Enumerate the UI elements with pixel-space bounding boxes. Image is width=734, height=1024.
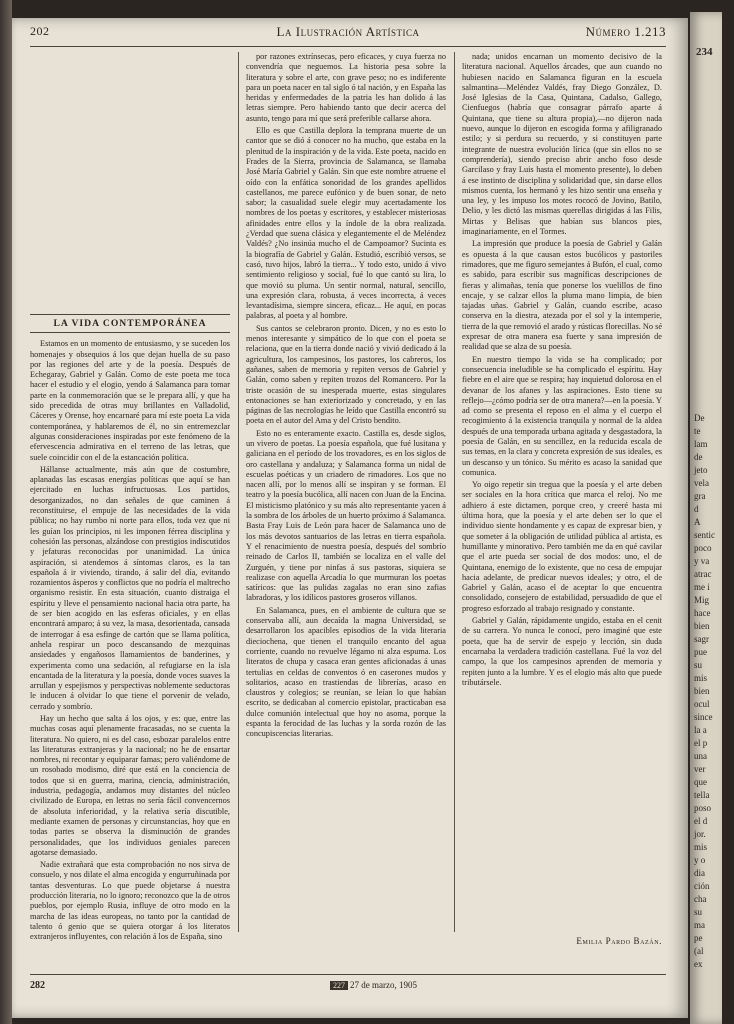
adjacent-page-line: poco [694,543,712,553]
adjacent-page-line: el p [694,738,708,748]
article-column-3 [462,52,662,928]
adjacent-page-line: since [694,712,713,722]
footer-rule [30,974,666,975]
adjacent-page-line: Mig [694,595,710,605]
column-divider [454,52,455,932]
adjacent-page-line: mis [694,673,708,683]
column-1-body [30,339,230,942]
adjacent-page-line: jor. [694,829,706,839]
adjacent-page-line: su [694,907,703,917]
adjacent-page-line: tella [694,790,710,800]
article-paragraph: Gabriel y Galán, rápidamente ungido, estaba en el cenit de su carrera. Yo nunca le conocí, pero imaginé que este poeta, que ha de servir de espejo y lección, sin duda encarnaba la verdadera tradición castellana. Fué la voz del campo, la que los campesinos aprenden de memoria y repiten junto a la lumbre. Y es el elogio más alto que puede tributársele. [462,616,662,687]
adjacent-page-line: ver [694,764,706,774]
adjacent-page-line: (al [694,946,704,956]
adjacent-page-line: lam [694,439,708,449]
adjacent-page-line: pue [694,647,707,657]
adjacent-page-line: ocul [694,699,710,709]
adjacent-page-line: jeto [694,465,708,475]
adjacent-page-number: 234 [696,46,713,58]
adjacent-page-line: A [694,517,701,527]
article-paragraph: Estamos en un momento de entusiasmo, y se suceden los homenajes y obsequios á los que dejan huella de su paso por las regiones del arte y de la poesía. Después de Echegaray, Gabriel y Galán. Como de este poeta me toca hacer el estudio y el elogio, yendo á Salamanca para tomar parte en la conmemoración que se le prepara allí, y que ha sido precedida de otras muy brillantes en Valladolid, Cáceres y Orense, hoy encarnaré para mí este poeta La vida contemporánea, y hablaremos de él, no sin entremezclar algunas consideraciones inspiradas por este fenómeno de la efervescencia admirativa en el terreno de las letras, que suele coincidir con el de la estancación política. [30,339,230,462]
adjacent-page-line: bien [694,686,710,696]
adjacent-page-line: sagr [694,634,709,644]
adjacent-page-line: cha [694,894,707,904]
adjacent-page-margin-text [694,412,734,971]
adjacent-page-line: bien [694,621,710,631]
blank-area [30,52,230,314]
page-header [30,22,666,42]
adjacent-page-line: y o [694,855,706,865]
article-column-1 [30,52,230,942]
header-title: La Ilustración Artística [276,24,420,39]
adjacent-page-line: de [694,452,703,462]
adjacent-page-line: mis [694,842,708,852]
author-signature: Emilia Pardo Bazán. [576,936,662,946]
article-paragraph: Hállanse actualmente, más aún que de costumbre, aplanadas las escasas energías políticas que aquí se han ejercitado en luchas infructuosas. Los partidos, desorganizados, no dan señales de que caminen á reconstituirse, el empuje de las necesidades de la vida pública; no hay rumbo ni norte para ellos, toda vez que ni les guían los principios, ni les imponen férrea disciplina y cohesión las personas, alzándose con prestigios indiscutidos y jefaturas reconocidas por unanimidad. La única aspiración, si atendemos á síntomas claros, es la tan española á ir viviendo, tirando, á salir del día, evitando rozamientos ásperos y conflictos que no podría el maltrecho organismo resistir. En esta situación, cuanto distraiga el espíritu y lleve el pensamiento nacional hacia otra parte, ha de ser bien acogido en las esferas oficiales, y en ellas encontrará amparo; á su vez, la masa, desorientada, cansada de interrogar á esa esfinge de cartón que se llama política, anhela respirar un poco descansando de mezquinas ansiedades y engañosos llamamientos de banderines, y experimenta como una sedación, al refugiarse en la isla encantada de la literatura y la poesía, donde voces suaves la arrullan y espejismos y perspectivas noblemente seductoras le inducen á olvidar lo que tiene el porvenir de velado, cerrado y sombrío. [30,464,230,711]
article-paragraph: Sus cantos se celebraron pronto. Dicen, y no es esto lo menos interesante y simpático de lo que con el poeta se relaciona, que en la tierra donde nació y vivió dedicado á la agricultura, los campesinos, los pastores, los cabreros, los gañanes, saben de memoria y repiten versos de Gabriel y Galán, como saben y repiten trozos del Romancero. Por la triste ocasión de su inesperada muerte, estas singulares entonaciones se han exteriorizado y concretado, y en las páginas de las necrologías he leído que Castilla encontró su poeta en el autor del Ama y del Cristo bendito. [246,323,446,426]
adjacent-page-line: que [694,777,707,787]
article-paragraph: Yo oigo repetir sin tregua que la poesía y el arte deben ser sociales en la hora crítica que marca el reloj. No me adhiero á este dictamen, porque creo, y creeré hasta mi última hora, que la poesía y el arte deben ser lo que el individuo siente hondamente y es capaz de expresar bien, y que someter á la obligación de utilidad pública al artista, es humillante y minorativo. Pero también me da en qué cavilar que el arte pueda ser social de dos modos: uno, el de Quintana, enemigo de lo existente, que no cesa de empujar hacia adelante, de predicar nuevos ideales; y otro, el de Gabriel y Galán, acaso el de aceptar lo que encuentra consolidado, consejero de estabilidad, persuadido de que el progreso esforzado al trabajo resignado y constante. [462,480,662,613]
page-footer [30,980,666,1000]
footer-date: 27 de marzo, 1905 [350,980,417,990]
adjacent-page-sliver [690,12,722,1024]
adjacent-page-line: ción [694,881,710,891]
article-paragraph: Nadie extrañará que esta comprobación no nos sirva de consuelo, y nos dilate el alma encogida y engurruñinada por tantas desventuras. Lo que puede objetarse á nuestra producción literaria, no lo ignoro; reconozco que la de otros pueblos, por ejemplo Rusia, influye de otro modo en la marcha de las ideas europeas, no tanto por la cantidad de talento ó genio que se quiera otorgar á los literatos extranjeros influyentes, con relación á los de España, sino [30,860,230,942]
article-paragraph: Ello es que Castilla deplora la temprana muerte de un cantor que se dió á conocer no ha mucho, que estaba en la plenitud de la inspiración y de la vida. Este poeta, nacido en Frades de la Sierra, provincia de Salamanca, se llamaba José María Gabriel y Galán. Sin que este nombre atruene el oído con la enfática sonoridad de los grandes apellidos castellanos, me parece eufónico y de buen sonar, de neto sabor; la casualidad suele elegir muy acertadamente los nombres de los poetas y escritores, y establecer misteriosas afinidades entre ellos y la índole de la obra realizada. ¿Verdad que suena clásica y elegantemente el de Meléndez Valdés? ¿No insinúa mucho el de Campoamor? Sucinta es la biografía de Gabriel y Galán. Estudió, escribió versos, se casó, tuvo hijos, labró la tierra... Y todo esto, unido á vivo sentimiento religioso y social, fué lo que cantó su lira, lo que movió su pluma. Un sentir normal, natural, sencillo, una expresión clara, robusta, á veces incorrecta, á veces levantadísima, siempre sincera, eficaz... He aquí, en pocas palabras, al poeta y al hombre. [246,126,446,321]
adjacent-page-line: sentic [694,530,715,540]
adjacent-page-line: poso [694,803,712,813]
adjacent-page-line: y va [694,556,710,566]
header-issue-number: Número 1.213 [585,24,666,39]
archive-stamp-number: 227 [330,981,348,990]
header-rule [30,46,666,47]
column-divider [238,52,239,932]
scan-left-edge [0,0,12,1024]
article-paragraph: En nuestro tiempo la vida se ha complicado; por consecuencia ineludible se ha complicado el espíritu. Hay fiebre en el aire que se respira; hay inquietud dolorosa en el devanar de los afanes y las aspiraciones. Esto tiene su reflejo—¿cómo podría ser de otra manera?—en la poesía. Y ad como se presenta el reposo en el alma y el cuerpo el recogimiento á la existencia tranquila y normal de la aldea después de una temporada urbana agitada y desgastadora, la poesía de Galán, en su sencillez, en la reducida escala de sus temas, en la clara y concreta expresión de sus ideales, es un descanso y un tónico. Su mérito es acaso la sanidad que comunica. [462,354,662,477]
section-title: LA VIDA CONTEMPORÁNEA [30,314,230,333]
adjacent-page-line: ex [694,959,703,969]
adjacent-page-line: te [694,426,701,436]
footer-archive-stamp [330,980,417,990]
article-paragraph: Esto no es enteramente exacto. Castilla es, desde siglos, un vivero de poetas. La poesía española, que fué lusitana y galiciana en el período de los trovadores, es en los siglos de oro castellana y andaluza; y Salamanca forma un nidal de escuelas poéticas y un criadero de rimadores. Los que no nacen allí, por lo menos allí se inspiran y se forman. El teatro y la poesía bucólica, allí nacen con Juan de la Encina. El misticismo platónico y su más alto representante yacen á la sombra de los árboles de un huerto próximo á Salamanca. Basta Fray Luis de León para hacer de Salamanca uno de los más devotos santuarios de las letras en tierra española. Y el renacimiento de nuestra poesía, después del sombrío reinado de Carlos II, también se localiza en el valle del Zurguén, y tiene por ninfas á sus pastoras, siquiera se realizase con aquella Arcadia lo que murmuran los poetas satíricos: que las pulidas zagalas no eran sino zafias labradoras, y los idílicos pastores groseros villanos. [246,428,446,603]
article-paragraph: nada; unidos encarnan un momento decisivo de la literatura nacional. Aquellos árcades, que aun cuando no hubiesen nacido en Salamanca figuran en la escuela salmantina—Meléndez Valdés, fray Diego González, D. José Iglesias de la Casa, Quintana, Cadalso, Gallego, Cienfuegos (habría que consagrar párrafo aparte á Quintana, que tiene su altura propia),—no dijeron nada nuevo, aunque lo dijeron en escogida forma y afiligranado estilo; y si perdura su recuerdo, y si constituyen parte integrante de nuestra evolución lírica (que sin ellos no se comprendería), siendo preciso abrir ancho foso desde Garcilaso y fray Luis hasta el momento presente), lo deben á ese instinto de disciplina y solidaridad que, sin darse ellos mismos cuenta, los hermanó y les hizo sentir una enseña y una ley, y les impuso los motes rococó de Jovino, Batilo, Delio, y les dictó las mismas querellas dirigidas á las Filis, Mirtas y Belisas que habían sus blancos pies, imaginariamente, en el Tormes. [462,52,662,237]
adjacent-page-line: De [694,413,705,423]
adjacent-page-line: dia [694,868,705,878]
header-page-number: 202 [30,24,50,38]
adjacent-page-line: atrac [694,569,712,579]
article-paragraph: La impresión que produce la poesía de Gabriel y Galán es opuesta á la que causan estos bucólicos y pastoriles rimadores, que me figuro semejantes á Bufón, el cual, como es sabido, para escribir sus magníficas descripciones de fieras y alimañas, tenía que ponerse los vuelillos de fino encaje, y se calzar ellos la pluma mano limpia, de bien tajadas uñas. Gabriel y Galán, cuando escribe, acaso conserva en la diestra, atezada por el sol y la intemperie, tierra de la que removió el arado y rústicas florecillas. No sé expresar de otra manera esa fuerte y sana impresión de realidad que se alza de su poesía. [462,239,662,352]
column-3-body [462,52,662,688]
adjacent-page-line: me i [694,582,710,592]
adjacent-page-line: su [694,660,703,670]
article-paragraph: Hay un hecho que salta á los ojos, y es: que, entre las muchas cosas aquí plenamente fracasadas, no se cuenta la literatura. No quiero, ni es del caso, esbozar paralelos entre las literaturas extranjeras y la nacional; no he de ensartar nombres, ni recontar y equiparar famas; pero valiéndome de un rosobado modismo, diré que está en la conciencia de todos que si en guerra, marina, ciencia, administración, industria, pedagogía, andamos muy distantes del núcleo civilizado de Europa, en letras no sería fácil convencernos de absoluta inferioridad, y la relativa sería discutible, mediante examen de personas y circunstancias, hoy que en todas partes se observa la disminución de grandes personalidades, que los individuos geniales parecen agotarse demasiado. [30,713,230,857]
footer-page-number: 282 [30,980,45,991]
column-2-body [246,52,446,740]
adjacent-page-line: la a [694,725,707,735]
adjacent-page-line: vela [694,478,709,488]
adjacent-page-line: el d [694,816,708,826]
article-column-2 [246,52,446,928]
adjacent-page-line: gra [694,491,706,501]
adjacent-page-line: d [694,504,699,514]
article-paragraph: por razones extrínsecas, pero eficaces, y cuya fuerza no convendría que neguemos. La historia pesa sobre la literatura y sobre el arte, con grave peso; no es indiferente para un poeta nacer en tal siglo ó tal nación, y en España las heridas y enfermedades de la patria les han dolido á las letras siempre. Pero habiendo tanto que decir acerca del asunto, tengo para mí que será preferible callarse ahora. [246,52,446,123]
adjacent-page-line: una [694,751,707,761]
adjacent-page-line: pe [694,933,703,943]
adjacent-page-line: hace [694,608,711,618]
article-paragraph: En Salamanca, pues, en el ambiente de cultura que se conservaba allí, aun decaída la magna Universidad, se desarrollaron los apacibles episodios de la vida literaria dieciochena, que tienen el tranquilo encanto del agua corriente, cuando no revuelve légamo ni alza espuma. Los literatos de chupa y casaca eran gentes aficionadas á unas tertulias en celdas de conventos ó en caserones mudos y solitarios, acaso en trastiendas de librerías, acaso en claustros y colegios; se reunían, se leían lo que habían escrito, se dedicaban al comercio epistolar, practicaban esa dulce comunión intelectual que hoy no asoma, porque la espanta la ferocidad de las luchas y la sorda rozón de las concupiscencias literarias. [246,605,446,739]
adjacent-page-line: ma [694,920,705,930]
